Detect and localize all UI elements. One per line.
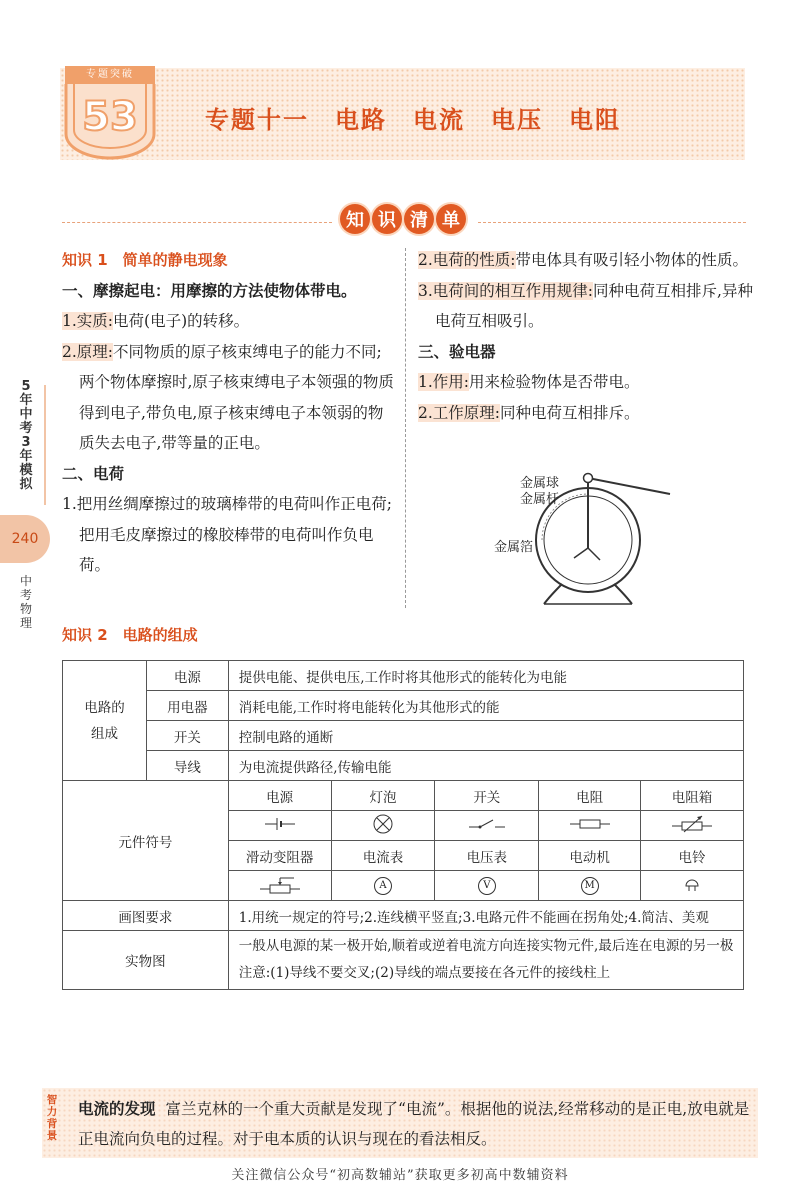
component-desc: 控制电路的通断: [228, 721, 743, 751]
component-desc: 提供电能、提供电压,工作时将其他形式的能转化为电能: [228, 661, 743, 691]
ammeter-symbol-icon: A: [331, 871, 435, 901]
charge-interaction-text: 同种电荷互相排斥,异种电荷互相吸引。: [435, 281, 753, 330]
physical-label: 实物图: [63, 931, 229, 990]
right-column: [418, 245, 758, 428]
symbol-name: 电阻: [539, 781, 641, 811]
banner-divider-right: [478, 222, 746, 223]
background-title: 电流的发现: [78, 1100, 156, 1118]
symbol-name: 滑动变阻器: [228, 841, 331, 871]
symbol-name: 电源: [228, 781, 331, 811]
footer-note: 关注微信公众号“初高数辅站”获取更多初高中数辅资料: [231, 1168, 569, 1183]
lamp-symbol-icon: [331, 811, 435, 841]
essence-label: 1.实质:: [62, 312, 114, 330]
charge-interaction: [418, 276, 758, 337]
switch-symbol-icon: [435, 811, 539, 841]
column-divider: [405, 248, 406, 608]
principle-item: [62, 337, 397, 459]
charge-definition: 1.把用丝绸摩擦过的玻璃棒带的电荷叫作正电荷;把用毛皮摩擦过的橡胶棒带的电荷叫作负电荷。: [62, 495, 393, 574]
table-row: [63, 721, 744, 751]
resistor-symbol-icon: [539, 811, 641, 841]
electroscope-heading: 三、验电器: [418, 342, 496, 361]
electroscope-use: [418, 367, 758, 398]
table-row: [63, 751, 744, 781]
physical-note: 注意:(1)导线不要交叉;(2)导线的端点要接在各元件的接线柱上: [238, 965, 611, 981]
side-stripe: [44, 385, 46, 505]
component-desc: 消耗电能,工作时将电能转化为其他形式的能: [228, 691, 743, 721]
table-row: [63, 661, 744, 691]
section-banner: [340, 204, 466, 234]
physical-cell: [228, 931, 743, 990]
symbol-name: 电流表: [331, 841, 435, 871]
battery-symbol-icon: [228, 811, 331, 841]
component-name: 开关: [146, 721, 228, 751]
electroscope-use-text: 用来检验物体是否带电。: [469, 373, 640, 391]
charge-property-text: 带电体具有吸引轻小物体的性质。: [515, 251, 749, 269]
principle-label: 2.原理:: [62, 342, 114, 361]
banner-char: 单: [436, 204, 466, 234]
banner-char: 知: [340, 204, 370, 234]
symbol-label: 元件符号: [63, 781, 229, 901]
symbol-name: 电铃: [641, 841, 744, 871]
chapter-title: 专题十一 电路 电流 电压 电阻: [205, 106, 621, 134]
series-logo: [62, 84, 158, 160]
component-desc: 为电流提供路径,传输电能: [228, 751, 743, 781]
banner-char: 清: [404, 204, 434, 234]
motor-symbol-icon: M: [539, 871, 641, 901]
charge-heading: 二、电荷: [62, 464, 125, 483]
electroscope-principle: [418, 398, 758, 429]
left-column: [62, 245, 397, 581]
circuit-composition-table: [62, 660, 744, 990]
rheostat-symbol-icon: [228, 871, 331, 901]
symbol-name: 电阻箱: [641, 781, 744, 811]
table-row: [63, 931, 744, 990]
drawing-text: 1.用统一规定的符号;2.连线横平竖直;3.电路元件不能画在拐角处;4.简洁、美观: [228, 901, 743, 931]
table-row: [63, 691, 744, 721]
background-tag: 智力背景: [46, 1094, 58, 1142]
electroscope-principle-label: 2.工作原理:: [418, 403, 501, 422]
label-metal-foil: 金属箔: [494, 540, 534, 555]
bell-symbol-icon: [641, 871, 744, 901]
physical-text: 一般从电源的某一极开始,顺着或逆着电流方向连接实物元件,最后连在电源的另一极: [238, 938, 734, 954]
symbol-name: 电动机: [539, 841, 641, 871]
essence-item: [62, 306, 397, 337]
table-row: [63, 901, 744, 931]
essence-text: 电荷(电子)的转移。: [113, 312, 250, 330]
component-name: 用电器: [146, 691, 228, 721]
electroscope-use-label: 1.作用:: [418, 373, 470, 391]
background-text: 富兰克林的一个重大贡献是发现了“电流”。根据他的说法,经常移动的是正电,放电就是正电流向负电的过程。对于电本质的认识与现在的看法相反。: [78, 1100, 750, 1148]
banner-char: 识: [372, 204, 402, 234]
voltmeter-symbol-icon: V: [435, 871, 539, 901]
subject-name: 中考物理: [19, 574, 32, 630]
label-metal-rod: 金属杆: [520, 492, 560, 507]
charge-interaction-label: 3.电荷间的相互作用规律:: [418, 281, 594, 300]
label-metal-ball: 金属球: [520, 476, 560, 491]
badge-label: 专题突破: [65, 66, 155, 84]
banner-divider-left: [62, 222, 332, 223]
background-text-block: [78, 1094, 758, 1154]
table-row: [63, 781, 744, 811]
principle-text: 不同物质的原子核束缚电子的能力不同;两个物体摩擦时,原子核束缚电子本领强的物质得到电子,带负电,原子核束缚电子本领弱的物质失去电子,带等量的正电。: [79, 342, 394, 452]
symbol-name: 电压表: [435, 841, 539, 871]
friction-heading: 一、摩擦起电：用摩擦的方法使物体带电。: [62, 281, 357, 300]
resistance-box-symbol-icon: [641, 811, 744, 841]
component-name: 导线: [146, 751, 228, 781]
symbol-name: 开关: [435, 781, 539, 811]
knowledge2-title: 知识 2 电路的组成: [62, 626, 198, 644]
drawing-label: 画图要求: [63, 901, 229, 931]
electroscope-principle-text: 同种电荷互相排斥。: [500, 403, 640, 422]
charge-property: [418, 245, 758, 276]
series-name: 5年中考3年模拟: [19, 379, 33, 492]
logo-number: 53: [82, 94, 138, 140]
page-number: 240: [0, 515, 50, 563]
charge-property-label: 2.电荷的性质:: [418, 251, 516, 269]
component-name: 电源: [146, 661, 228, 691]
symbol-name: 灯泡: [331, 781, 435, 811]
composition-label: 电路的组成: [63, 661, 147, 781]
knowledge1-title: 知识 1 简单的静电现象: [62, 251, 228, 269]
